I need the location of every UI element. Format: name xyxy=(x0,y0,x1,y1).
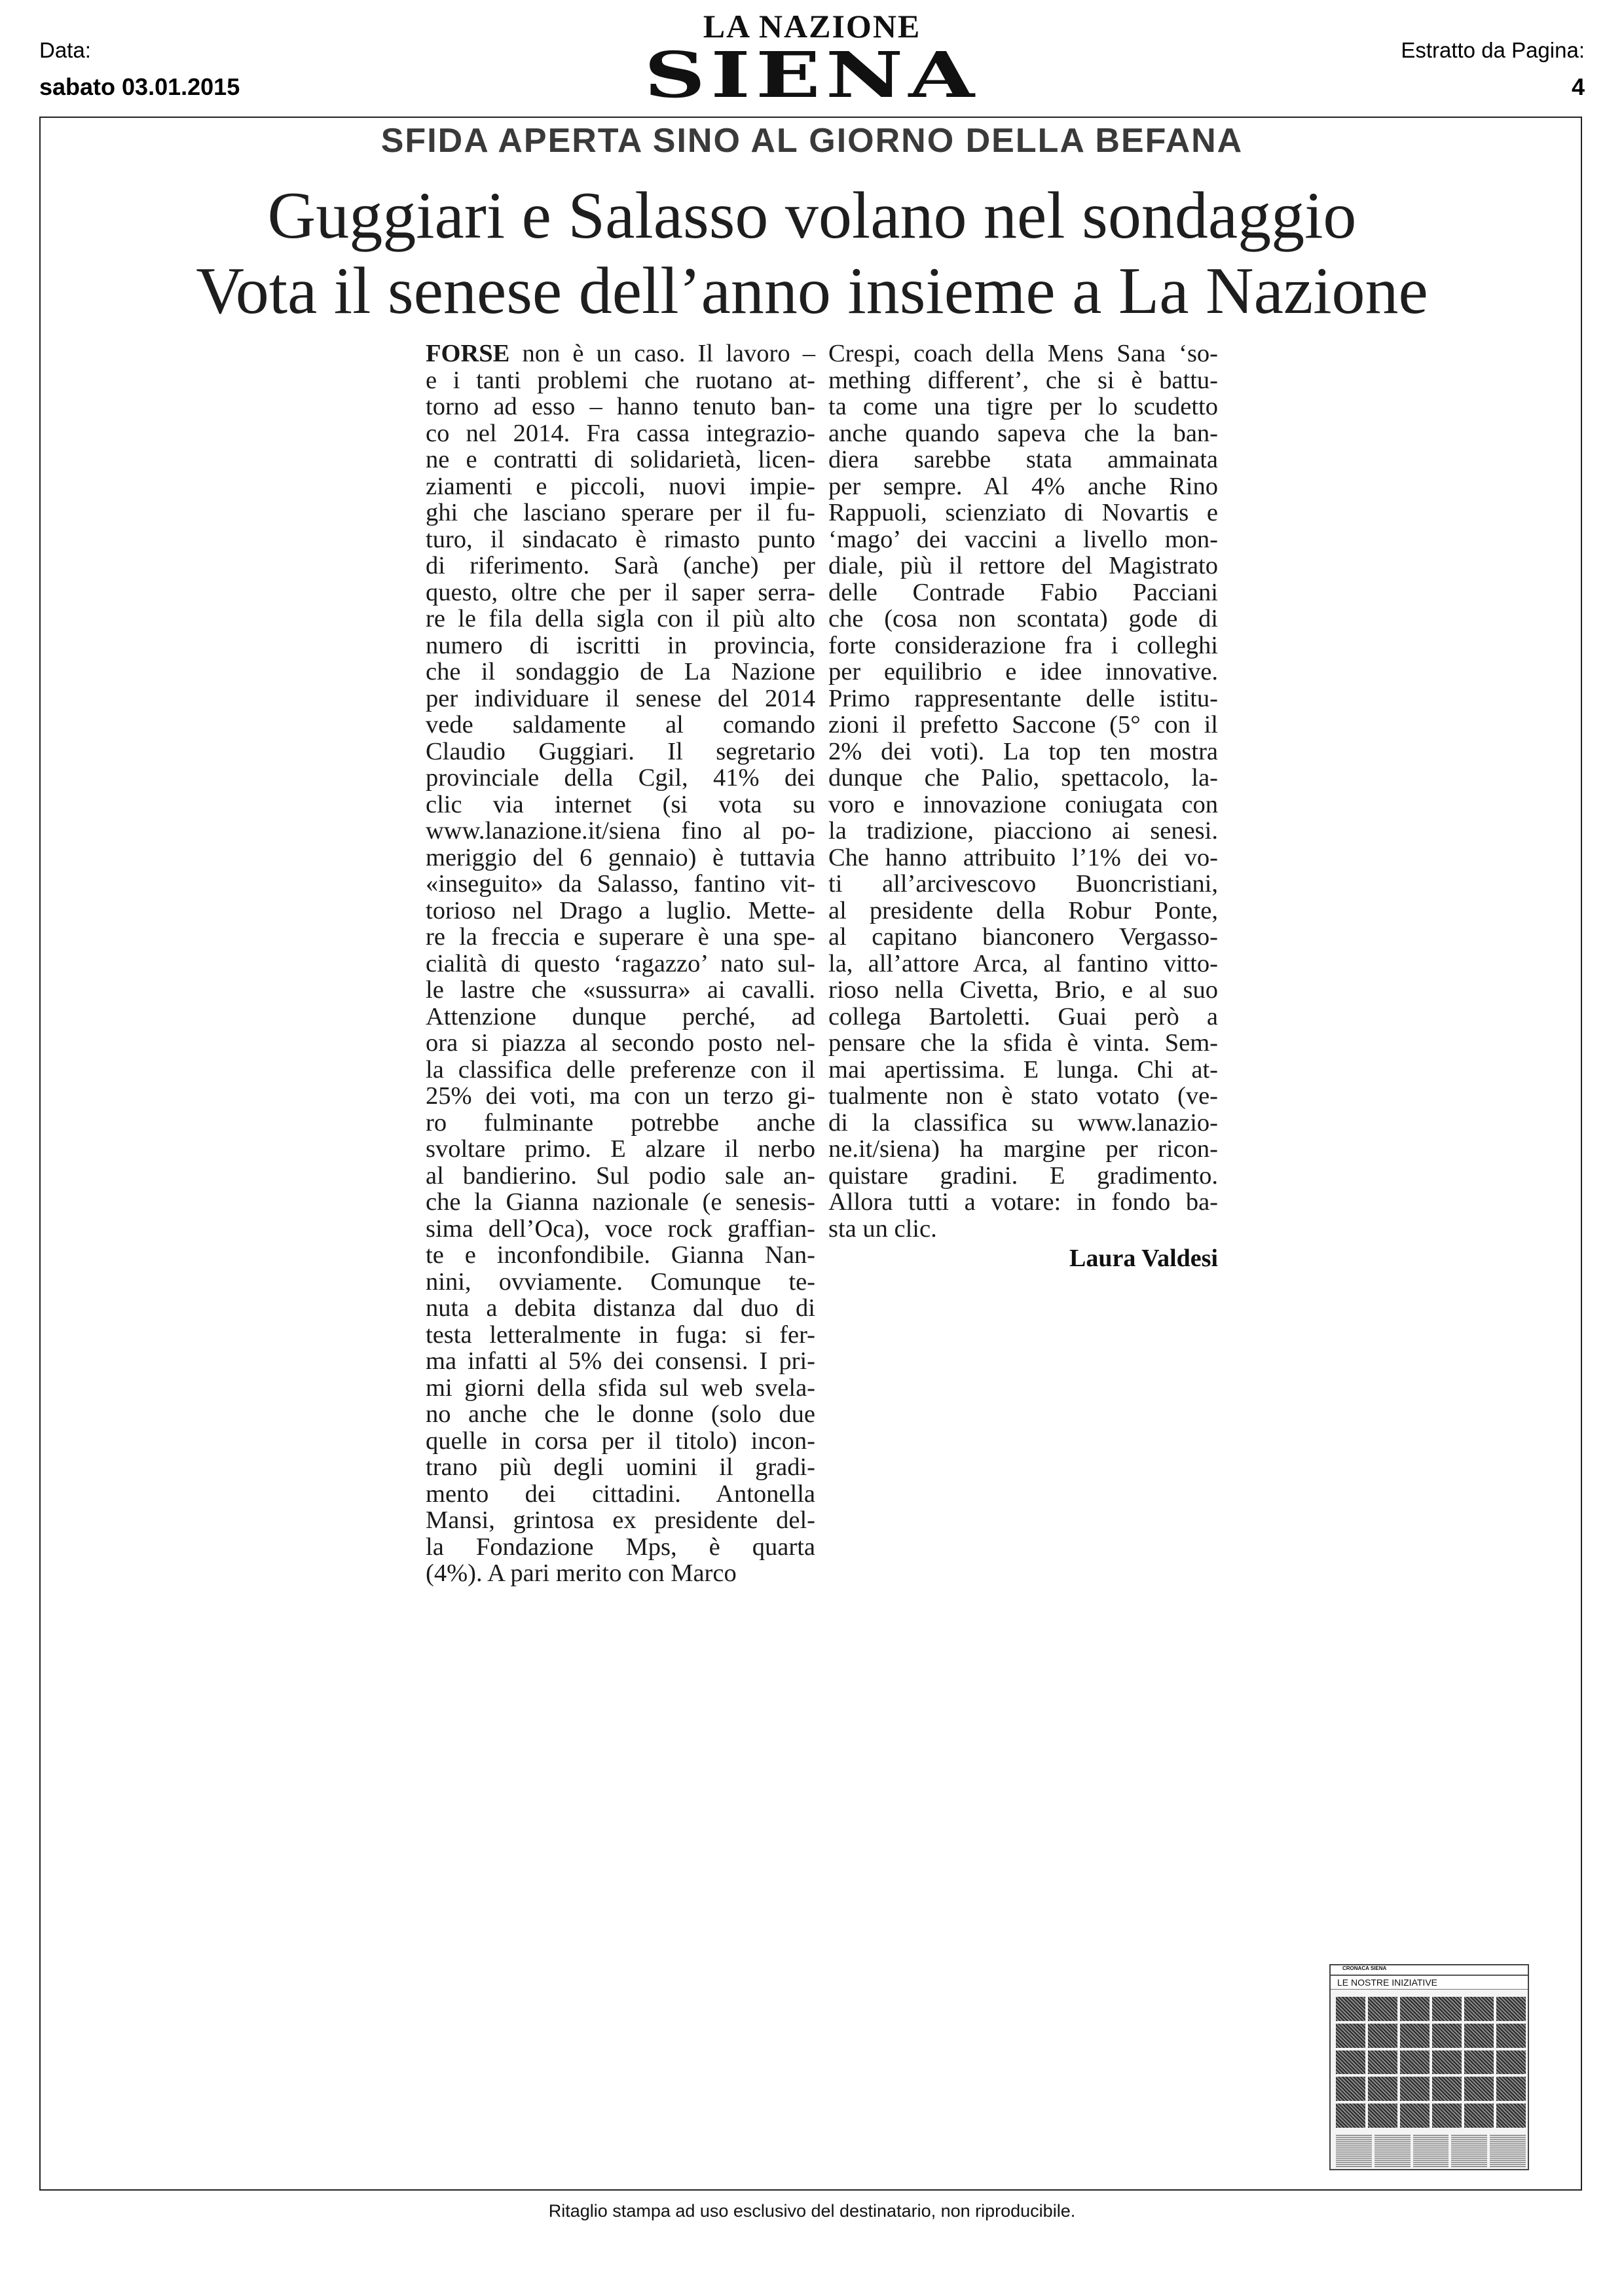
article-line xyxy=(426,1560,815,1587)
article-line-text: co nel 2014. Fra cassa integrazio- xyxy=(426,419,815,447)
article-line-text: ne.it/siena) ha margine per ricon- xyxy=(828,1135,1218,1163)
article-line xyxy=(426,579,815,606)
footer-notice: Ritaglio stampa ad uso esclusivo del destinatario, non riproducibile. xyxy=(548,2201,1076,2221)
article-line xyxy=(828,685,1218,712)
thumbnail-text-block xyxy=(1336,2134,1372,2167)
thumbnail-photo xyxy=(1400,1997,1430,2021)
thumbnail-photo xyxy=(1368,2077,1397,2101)
masthead-edition: SIENA xyxy=(644,38,980,112)
thumbnail-text-block xyxy=(1375,2134,1411,2167)
thumbnail-photo xyxy=(1464,2104,1494,2128)
article-line-text: «inseguito» da Salasso, fantino vit- xyxy=(426,870,815,898)
article-line xyxy=(426,632,815,659)
article-line-text: provinciale della Cgil, 41% dei xyxy=(426,764,815,792)
article-line xyxy=(828,898,1218,924)
thumbnail-photo xyxy=(1496,2050,1526,2075)
article-line xyxy=(426,924,815,951)
article-line xyxy=(426,1481,815,1508)
article-line xyxy=(426,393,815,420)
headline-line-1: Guggiari e Salasso volano nel sondaggio xyxy=(267,179,1357,253)
article-line xyxy=(828,367,1218,394)
article-line xyxy=(828,1083,1218,1110)
article-line xyxy=(828,818,1218,845)
article-line xyxy=(828,659,1218,685)
article-line xyxy=(828,977,1218,1004)
article-line-text: (4%). A pari merito con Marco xyxy=(426,1559,737,1587)
thumbnail-photo xyxy=(1432,2050,1462,2075)
article-line xyxy=(828,1216,1218,1243)
article-line-text: per individuare il senese del 2014 xyxy=(426,684,815,712)
article-line-text: le lastre che «sussurra» ai cavalli. xyxy=(426,976,815,1004)
article-line-text: torioso nel Drago a luglio. Mette- xyxy=(426,896,815,924)
article-line-text: Mansi, grintosa ex presidente del- xyxy=(426,1506,815,1534)
thumbnail-text-blocks xyxy=(1336,2134,1526,2167)
article-line-text: Claudio Guggiari. Il segretario xyxy=(426,737,815,765)
thumbnail-photo xyxy=(1432,2104,1462,2128)
article-line-text: cialità di questo ‘ragazzo’ nato sul- xyxy=(426,949,815,977)
article-line-text: re le fila della sigla con il più alto xyxy=(426,605,815,632)
thumbnail-section: CRONACA SIENA xyxy=(1331,1965,1528,1976)
article-line xyxy=(426,1163,815,1190)
article-line xyxy=(426,1269,815,1296)
thumbnail-photo xyxy=(1336,2024,1365,2048)
article-line xyxy=(828,393,1218,420)
article-line-text: testa letteralmente in fuga: si fer- xyxy=(426,1321,815,1349)
article-line-text: meriggio del 6 gennaio) è tuttavia xyxy=(426,843,815,871)
article-line xyxy=(426,526,815,553)
article-line-text: che il sondaggio de La Nazione xyxy=(426,658,815,685)
date-value: sabato 03.01.2015 xyxy=(39,73,240,100)
article-line-text: la classifica delle preferenze con il xyxy=(426,1055,815,1084)
article-line-text: per sempre. Al 4% anche Rino xyxy=(828,472,1218,500)
article-line-text: Allora tutti a votare: in fondo ba- xyxy=(828,1188,1218,1216)
article-line xyxy=(426,1057,815,1084)
article-line-text: zioni il prefetto Saccone (5° con il xyxy=(828,711,1218,738)
article-line xyxy=(426,1534,815,1561)
article-line-text: delle Contrade Fabio Pacciani xyxy=(828,578,1218,606)
article-line xyxy=(828,340,1218,367)
article-line-text: te e inconfondibile. Gianna Nan- xyxy=(426,1241,815,1269)
article-line xyxy=(828,951,1218,977)
article-line-text: rioso nella Civetta, Brio, e al suo xyxy=(828,976,1218,1004)
article-line-text: mething different’, che si è battu- xyxy=(828,366,1218,394)
article-line xyxy=(426,898,815,924)
article-line-text: ma infatti al 5% dei consensi. I pri- xyxy=(426,1347,815,1375)
thumbnail-photo xyxy=(1336,2104,1365,2128)
article-line xyxy=(426,738,815,765)
article-line xyxy=(426,420,815,447)
thumbnail-text-block xyxy=(1413,2134,1449,2167)
article-line xyxy=(426,765,815,792)
article-line xyxy=(426,1136,815,1163)
article-line xyxy=(828,845,1218,871)
article-line-text: collega Bartoletti. Guai però a xyxy=(828,1002,1218,1030)
article-line-text: di la classifica su www.lanazio- xyxy=(828,1108,1218,1137)
article-line-text: nini, ovviamente. Comunque te- xyxy=(426,1267,815,1296)
article-line xyxy=(426,1216,815,1243)
thumbnail-photo xyxy=(1336,2050,1365,2075)
article-line xyxy=(426,977,815,1004)
date-label: Data: xyxy=(39,38,91,62)
article-line xyxy=(828,738,1218,765)
article-line xyxy=(828,553,1218,579)
article-line xyxy=(828,1110,1218,1137)
article-line-text: diera sarebbe stata ammainata xyxy=(828,446,1218,473)
article-line xyxy=(426,446,815,473)
article-line xyxy=(426,367,815,394)
article-line xyxy=(828,1189,1218,1216)
article-line-text: al presidente della Robur Ponte, xyxy=(828,896,1218,924)
article-line xyxy=(426,1454,815,1481)
thumbnail-photo xyxy=(1400,2024,1430,2048)
thumbnail-photo xyxy=(1496,2077,1526,2101)
article-line-text: al bandierino. Sul podio sale an- xyxy=(426,1161,815,1190)
article-line xyxy=(426,1242,815,1269)
extract-page-number: 4 xyxy=(1571,73,1585,100)
article-line-text: turo, il sindacato è rimasto punto xyxy=(426,525,815,553)
article-line-text: vede saldamente al comando xyxy=(426,711,815,738)
thumbnail-photo xyxy=(1368,2024,1397,2048)
article-line-text: 25% dei voti, ma con un terzo gi- xyxy=(426,1082,815,1110)
article-line-text: www.lanazione.it/siena fino al po- xyxy=(426,817,815,845)
article-line-text: per equilibrio e idee innovative. xyxy=(828,658,1218,685)
article-line xyxy=(426,818,815,845)
article-line xyxy=(828,606,1218,632)
article-line xyxy=(426,792,815,818)
thumbnail-photo xyxy=(1464,2024,1494,2048)
article-line-text: la tradizione, piacciono ai senesi. xyxy=(828,817,1218,845)
article-byline: Laura Valdesi xyxy=(1069,1245,1218,1272)
article-line xyxy=(426,951,815,977)
article-line xyxy=(426,712,815,738)
article-line-text: che la Gianna nazionale (e senesis- xyxy=(426,1188,815,1216)
masthead-newspaper: LA NAZIONE xyxy=(703,8,921,45)
article-line xyxy=(426,1295,815,1322)
article-line-text: quelle in corsa per il titolo) incon- xyxy=(426,1427,815,1455)
article-line-text: clic via internet (si vota su xyxy=(426,790,815,818)
thumbnail-photo xyxy=(1400,2104,1430,2128)
article-line xyxy=(828,871,1218,898)
extract-label: Estratto da Pagina: xyxy=(1401,38,1585,62)
article-line xyxy=(828,473,1218,500)
article-line-text: ‘mago’ dei vaccini a livello mon- xyxy=(828,525,1218,553)
article-line-text: questo, oltre che per il saper serra- xyxy=(426,578,815,606)
article-line-text: ghi che lasciano sperare per il fu- xyxy=(426,499,815,526)
article-line xyxy=(828,632,1218,659)
article-line xyxy=(426,1428,815,1455)
article-line-text: ne e contratti di solidarietà, licen- xyxy=(426,446,815,473)
thumbnail-text-block xyxy=(1490,2134,1526,2167)
article-line xyxy=(426,1375,815,1402)
thumbnail-photo xyxy=(1496,1997,1526,2021)
article-line-text: quistare gradini. E gradimento. xyxy=(828,1161,1218,1190)
article-line-text: Crespi, coach della Mens Sana ‘so- xyxy=(828,340,1218,367)
article-line-text: diale, più il rettore del Magistrato xyxy=(828,552,1218,579)
article-line xyxy=(828,500,1218,526)
article-line xyxy=(426,1110,815,1137)
article-column-1 xyxy=(426,340,815,1587)
article-line-text: no anche che le donne (solo due xyxy=(426,1400,815,1428)
article-line-text: Rappuoli, scienziato di Novartis e xyxy=(828,499,1218,526)
thumbnail-photo xyxy=(1432,1997,1462,2021)
article-line xyxy=(828,1136,1218,1163)
article-line-text: e i tanti problemi che ruotano at- xyxy=(426,366,815,394)
headline-line-2: Vota il senese dell’anno insieme a La Nazione xyxy=(196,254,1428,328)
article-line-text: di riferimento. Sarà (anche) per xyxy=(426,552,815,579)
article-line-text: pensare che la sfida è vinta. Sem- xyxy=(828,1029,1218,1057)
article-line-text: non è un caso. Il lavoro – xyxy=(509,340,815,367)
article-line xyxy=(426,845,815,871)
article-line xyxy=(426,500,815,526)
article-line xyxy=(828,792,1218,818)
article-line-text: sima dell’Oca), voce rock graffian- xyxy=(426,1214,815,1243)
article-line-text: la, all’attore Arca, al fantino vitto- xyxy=(828,949,1218,977)
thumbnail-photo xyxy=(1368,2050,1397,2075)
article-line-text: mai apertissima. E lunga. Chi at- xyxy=(828,1055,1218,1084)
article-line-text: forte considerazione fra i colleghi xyxy=(828,631,1218,659)
article-line-text: re la freccia e superare è una spe- xyxy=(426,923,815,951)
thumbnail-photo xyxy=(1432,2077,1462,2101)
thumbnail-photo xyxy=(1336,2077,1365,2101)
masthead xyxy=(0,7,1624,112)
article-line xyxy=(426,340,815,367)
article-column-2 xyxy=(828,340,1218,1242)
thumbnail-photo xyxy=(1496,2104,1526,2128)
article-line xyxy=(828,765,1218,792)
article-line xyxy=(426,473,815,500)
article-kicker: SFIDA APERTA SINO AL GIORNO DELLA BEFANA xyxy=(380,122,1244,160)
article-line xyxy=(828,924,1218,951)
article-line-text: svoltare primo. E alzare il nerbo xyxy=(426,1135,815,1163)
lead-word: FORSE xyxy=(426,340,510,367)
article-line-text: ro fulminante potrebbe anche xyxy=(426,1108,815,1137)
article-line-text: ora si piazza al secondo posto nel- xyxy=(426,1029,815,1057)
article-line-text: Che hanno attribuito l’1% dei vo- xyxy=(828,843,1218,871)
article-line-text: la Fondazione Mps, è quarta xyxy=(426,1533,815,1561)
article-line xyxy=(828,1030,1218,1057)
thumbnail-photo xyxy=(1464,2050,1494,2075)
article-line xyxy=(828,1004,1218,1030)
article-line-text: ta come una tigre per lo scudetto xyxy=(828,393,1218,420)
thumbnail-title: LE NOSTRE INIZIATIVE xyxy=(1331,1976,1528,1990)
article-line xyxy=(426,1083,815,1110)
thumbnail-photo xyxy=(1400,2050,1430,2075)
article-line-text: anche quando sapeva che la ban- xyxy=(828,419,1218,447)
thumbnail-photo-grid xyxy=(1336,1997,1526,2128)
article-line-text: voro e innovazione coniugata con xyxy=(828,790,1218,818)
thumbnail-photo xyxy=(1496,2024,1526,2048)
article-line-text: trano più degli uomini il gradi- xyxy=(426,1453,815,1481)
thumbnail-photo xyxy=(1368,2104,1397,2128)
article-line xyxy=(426,871,815,898)
thumbnail-text-block xyxy=(1451,2134,1487,2167)
thumbnail-photo xyxy=(1368,1997,1397,2021)
article-line xyxy=(426,659,815,685)
article-line xyxy=(426,1322,815,1349)
article-line xyxy=(426,685,815,712)
thumbnail-photo xyxy=(1464,1997,1494,2021)
page-thumbnail xyxy=(1329,1964,1529,2170)
article-line-text: ziamenti e piccoli, nuovi impie- xyxy=(426,472,815,500)
article-line xyxy=(426,606,815,632)
article-line xyxy=(828,446,1218,473)
thumbnail-photo xyxy=(1464,2077,1494,2101)
article-line xyxy=(828,1057,1218,1084)
article-line xyxy=(426,553,815,579)
article-line-text: torno ad esso – hanno tenuto ban- xyxy=(426,393,815,420)
article-line xyxy=(426,1004,815,1030)
article-line xyxy=(828,420,1218,447)
article-line-text: nuta a debita distanza dal duo di xyxy=(426,1294,815,1322)
article-line xyxy=(828,526,1218,553)
article-line-text: numero di iscritti in provincia, xyxy=(426,631,815,659)
article-line-text: ti all’arcivescovo Buoncristiani, xyxy=(828,870,1218,898)
article-line-text: mi giorni della sfida sul web svela- xyxy=(426,1374,815,1402)
article-line-text: Attenzione dunque perché, ad xyxy=(426,1002,815,1030)
article-line-text: che (cosa non scontata) gode di xyxy=(828,605,1218,632)
article-line xyxy=(828,579,1218,606)
article-line xyxy=(426,1401,815,1428)
article-line-text: al capitano bianconero Vergasso- xyxy=(828,923,1218,951)
article-line-text: tualmente non è stato votato (ve- xyxy=(828,1082,1218,1110)
thumbnail-photo xyxy=(1400,2077,1430,2101)
article-line xyxy=(426,1507,815,1534)
article-line xyxy=(426,1348,815,1375)
thumbnail-photo xyxy=(1432,2024,1462,2048)
article-line-text: 2% dei voti). La top ten mostra xyxy=(828,737,1218,765)
article-line xyxy=(828,1163,1218,1190)
article-line xyxy=(426,1189,815,1216)
article-line-text: mento dei cittadini. Antonella xyxy=(426,1480,815,1508)
article-line xyxy=(426,1030,815,1057)
article-line xyxy=(828,712,1218,738)
article-line-text: dunque che Palio, spettacolo, la- xyxy=(828,764,1218,792)
article-line-text: Primo rappresentante delle istitu- xyxy=(828,684,1218,712)
article-line-text: sta un clic. xyxy=(828,1214,937,1243)
thumbnail-photo xyxy=(1336,1997,1365,2021)
